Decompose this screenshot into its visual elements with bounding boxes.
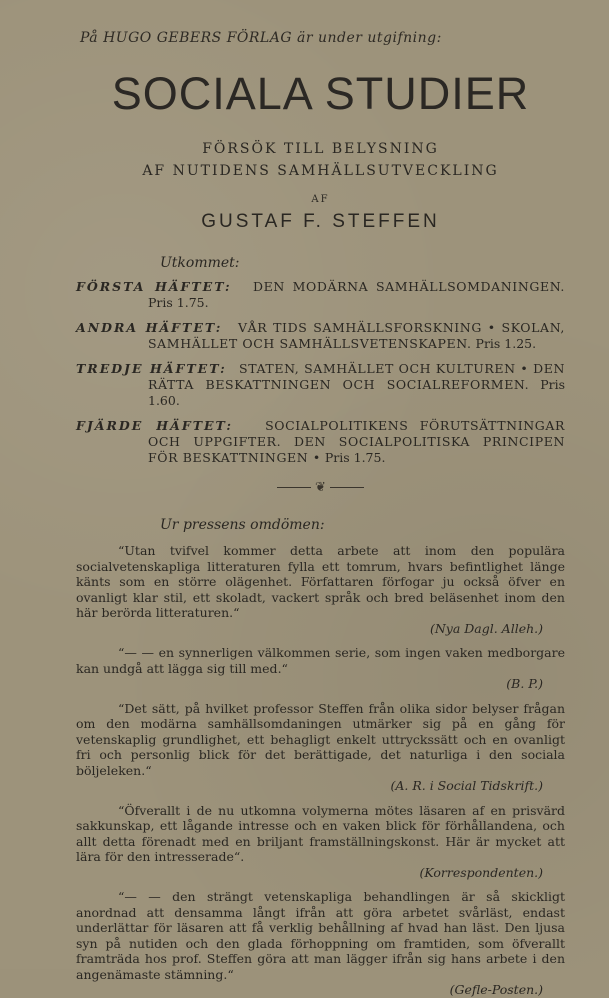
issue-item <box>76 418 565 466</box>
subtitle-line-1: FÖRSÖK TILL BELYSNING <box>202 141 439 157</box>
divider-line <box>330 487 364 488</box>
review-text: “— — en synnerligen välkommen serie, som ingen vaken medborgare kan undgå att lägga sig till med.“ <box>76 645 565 676</box>
review-source: (A. R. i Social Tidskrift.) <box>390 778 543 793</box>
review-source: (B. P.) <box>506 676 543 691</box>
review-quote <box>76 645 565 692</box>
issue-price: Pris 1.60. <box>148 377 565 408</box>
issue-label: TREDJE HÄFTET: <box>76 361 227 376</box>
issue-title: SOCIALPOLITIKENS FÖRUTSÄTTNINGAR OCH UPPGIFTER. DEN SOCIALPOLITISKA PRINCIPEN FÖR BESKATTNINGEN • <box>148 418 565 465</box>
subtitle-line-2: AF NUTIDENS SAMHÄLLSUTVECKLING <box>142 163 499 179</box>
ornament-divider <box>76 480 565 495</box>
issue-item <box>76 279 565 311</box>
fleuron-icon: ❦ <box>315 480 326 495</box>
review-quote <box>76 701 565 794</box>
published-label: Utkommet: <box>160 255 240 271</box>
review-source: (Gefle-Posten.) <box>449 982 543 997</box>
issue-price: Pris 1.25. <box>475 336 537 351</box>
reviews-label: Ur pressens omdömen: <box>160 517 325 533</box>
review-text: “— — den strängt vetenskapliga behandlingen är så skickligt anordnad att densamma långt ifrån att göra arbetet svårläst, endast underlättar för läsaren att få verklig behållning af hvad han läst. Den ljusa syn på nutiden och den glada förhoppning om framtiden, som öfverallt framträda hos prof. Steffen göra att man lägger ifrån sig hans arbete i den angenämaste stämning.“ <box>76 889 565 982</box>
review-source: (Nya Dagl. Alleh.) <box>429 620 543 636</box>
subtitle <box>76 138 565 182</box>
author-name: GUSTAF F. STEFFEN <box>201 211 440 232</box>
review-quote <box>76 803 565 881</box>
review-text: “Det sätt, på hvilket professor Steffen från olika sidor belyser frågan om den modärna samhällsomdaningen utmärker sig på en gång för vetenskaplig grundlighet, ett behagligt enkelt uttryckssätt och en ovanligt fri och personlig blick för det berättigade, det naturliga i den sociala böljeleken.“ <box>76 700 565 778</box>
review-quote <box>76 889 565 998</box>
divider-line <box>277 487 311 488</box>
issue-price: Pris 1.75. <box>148 295 209 310</box>
issue-label: ANDRA HÄFTET: <box>76 320 223 335</box>
issue-price: Pris 1.75. <box>324 450 386 465</box>
issue-item <box>76 361 565 409</box>
book-title: SOCIALA STUDIER <box>111 68 530 119</box>
review-quote <box>76 543 565 636</box>
review-text: “Öfverallt i de nu utkomna volymerna mötes läsaren af en prisvärd sakkunskap, ett lågande intresse och en vaken blick för förhållandena, och allt detta förenadt med en briljant framställningskonst. Här är mycket att lära för den intresserade“. <box>76 802 565 864</box>
issue-title: VÅR TIDS SAMHÄLLSFORSKNING • SKOLAN, SAMHÄLLET OCH SAMHÄLLSVETENSKAPEN. <box>148 320 565 351</box>
review-text: “Utan tvifvel kommer detta arbete att inom den populära socialvetenskapliga litteraturen fylla ett tomrum, hvars befintlighet länge känts som en större olägenhet. Författaren förfogar ju också öfver en ovanligt klar stil, ett skoladt, vackert språk och bred beläsenhet inom den här berörda litteraturen.“ <box>76 543 565 620</box>
issue-item <box>76 320 565 352</box>
issue-title: STATEN, SAMHÄLLET OCH KULTUREN • DEN RÄTTA BESKATTNINGEN OCH SOCIALREFORMEN. <box>148 361 565 392</box>
issue-title: DEN MODÄRNA SAMHÄLLSOMDANINGEN. <box>253 279 566 294</box>
issue-label: FJÄRDE HÄFTET: <box>76 418 233 433</box>
publisher-line: På HUGO GEBERS FÖRLAG är under utgifning: <box>80 30 442 46</box>
by-label: AF <box>311 194 330 205</box>
issue-label: FÖRSTA HÄFTET: <box>76 279 232 294</box>
review-source: (Korrespondenten.) <box>419 864 543 880</box>
